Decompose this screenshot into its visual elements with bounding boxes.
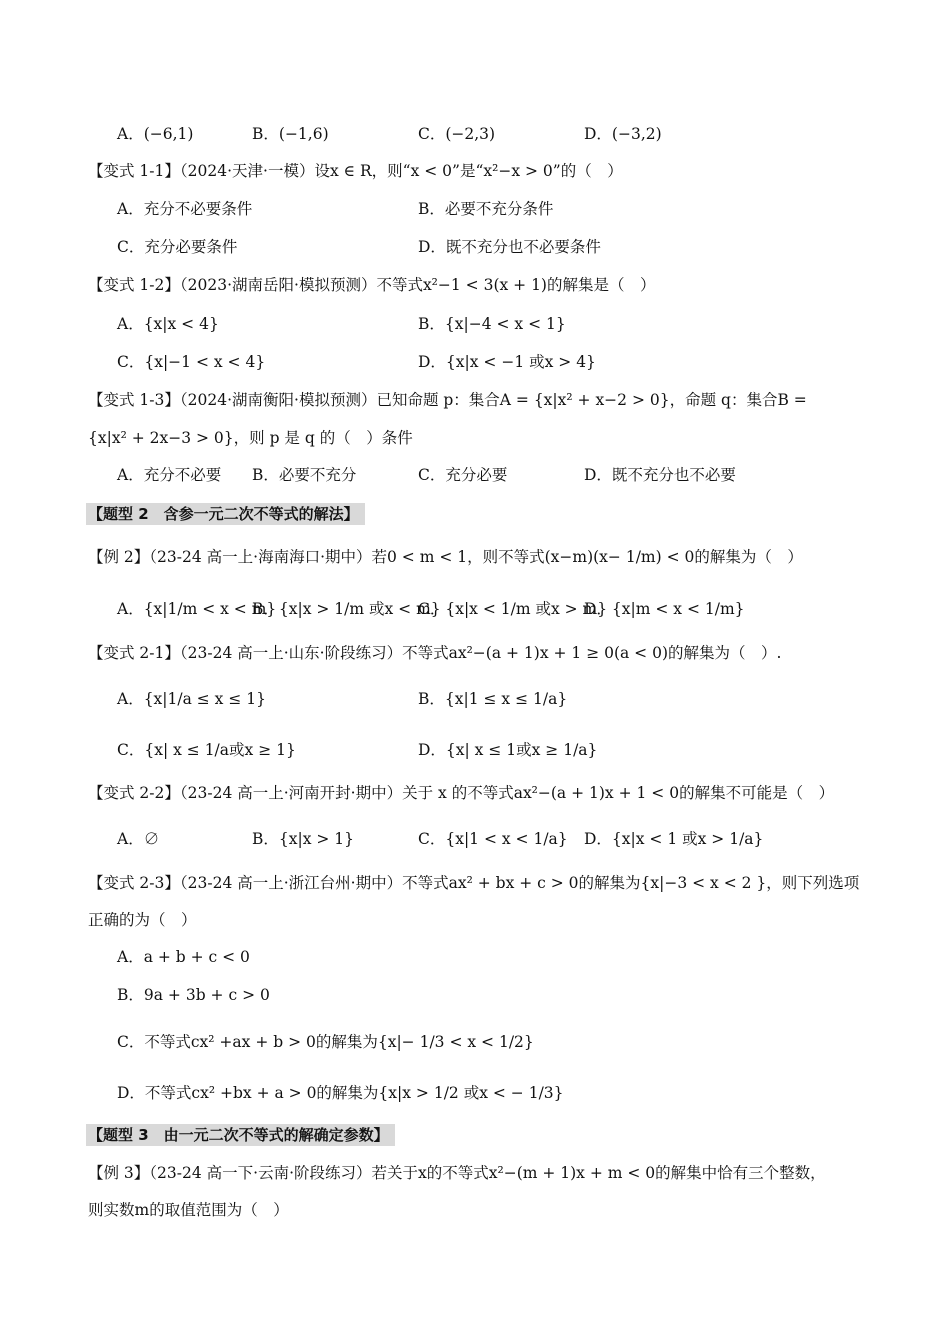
option-b: B．{x|x > 1} bbox=[252, 830, 355, 848]
question-stem: 【变式 2-1】（23-24 高一上·山东·阶段练习）不等式ax²−(a + 1)x + 1 ≥ 0(a < 0)的解集为（ ）. bbox=[88, 644, 782, 662]
option-c: C．{x|1 < x < 1/a} bbox=[418, 830, 568, 848]
option-a: A．{x|1/a ≤ x ≤ 1} bbox=[117, 690, 266, 708]
question-stem: 【变式 2-2】（23-24 高一上·河南开封·期中）关于 x 的不等式ax²−(a + 1)x + 1 < 0的解集不可能是（ ） bbox=[88, 784, 835, 802]
option-b: B．(−1,6) bbox=[252, 125, 329, 143]
question-stem-continued: 正确的为（ ） bbox=[88, 911, 197, 929]
option-c: C．不等式cx² +ax + b > 0的解集为{x|− 1/3 < x < 1/2} bbox=[117, 1033, 534, 1051]
option-b: B．{x|x > 1/m 或x < m} bbox=[252, 600, 441, 618]
option-a: A．{x|1/m < x < m} bbox=[117, 600, 277, 618]
option-a: A．∅ bbox=[117, 830, 160, 848]
option-d: D．既不充分也不必要条件 bbox=[418, 238, 601, 256]
question-stem: 【变式 1-1】（2024·天津·一模）设x ∈ R，则“x < 0”是“x²−x > 0”的（ ） bbox=[88, 162, 623, 180]
option-a: A．(−6,1) bbox=[117, 125, 194, 143]
option-b: B．必要不充分条件 bbox=[418, 200, 554, 218]
option-b: B．必要不充分 bbox=[252, 466, 357, 484]
question-stem: 【变式 1-3】（2024·湖南衡阳·模拟预测）已知命题 p：集合A = {x|x² + x−2 > 0}，命题 q：集合B = bbox=[88, 391, 807, 409]
option-a: A．充分不必要条件 bbox=[117, 200, 253, 218]
question-stem-continued: 则实数m的取值范围为（ ） bbox=[88, 1201, 289, 1219]
section-heading: 【题型 2 含参一元二次不等式的解法】 bbox=[86, 503, 365, 525]
question-stem-continued: {x|x² + 2x−3 > 0}，则 p 是 q 的（ ）条件 bbox=[88, 429, 413, 447]
option-b: B．9a + 3b + c > 0 bbox=[117, 986, 270, 1004]
option-d: D．{x|x < −1 或x > 4} bbox=[418, 353, 596, 371]
option-a: A．充分不必要 bbox=[117, 466, 222, 484]
option-b: B．{x|−4 < x < 1} bbox=[418, 315, 566, 333]
option-c: C．{x|x < 1/m 或x > m} bbox=[418, 600, 608, 618]
option-c: C．充分必要条件 bbox=[117, 238, 238, 256]
option-a: A．{x|x < 4} bbox=[117, 315, 219, 333]
option-b: B．{x|1 ≤ x ≤ 1/a} bbox=[418, 690, 568, 708]
option-d: D．{x|x < 1 或x > 1/a} bbox=[584, 830, 764, 848]
question-stem: 【变式 1-2】（2023·湖南岳阳·模拟预测）不等式x²−1 < 3(x + 1)的解集是（ ） bbox=[88, 276, 656, 294]
option-d: D．既不充分也不必要 bbox=[584, 466, 736, 484]
option-d: D．不等式cx² +bx + a > 0的解集为{x|x > 1/2 或x < − 1/3} bbox=[117, 1084, 564, 1102]
option-c: C．(−2,3) bbox=[418, 125, 496, 143]
option-c: C．{x| x ≤ 1/a或x ≥ 1} bbox=[117, 741, 296, 759]
section-heading: 【题型 3 由一元二次不等式的解确定参数】 bbox=[86, 1124, 395, 1146]
question-stem: 【变式 2-3】（23-24 高一上·浙江台州·期中）不等式ax² + bx + c > 0的解集为{x|−3 < x < 2 }，则下列选项 bbox=[88, 874, 860, 892]
option-c: C．充分必要 bbox=[418, 466, 508, 484]
option-d: D．{x|m < x < 1/m} bbox=[584, 600, 745, 618]
option-c: C．{x|−1 < x < 4} bbox=[117, 353, 266, 371]
question-stem: 【例 2】（23-24 高一上·海南海口·期中）若0 < m < 1，则不等式(x−m)(x− 1/m) < 0的解集为（ ） bbox=[88, 548, 803, 566]
option-a: A．a + b + c < 0 bbox=[117, 948, 250, 966]
option-d: D．{x| x ≤ 1或x ≥ 1/a} bbox=[418, 741, 598, 759]
question-stem: 【例 3】（23-24 高一下·云南·阶段练习）若关于x的不等式x²−(m + 1)x + m < 0的解集中恰有三个整数， bbox=[88, 1164, 826, 1182]
option-d: D．(−3,2) bbox=[584, 125, 662, 143]
